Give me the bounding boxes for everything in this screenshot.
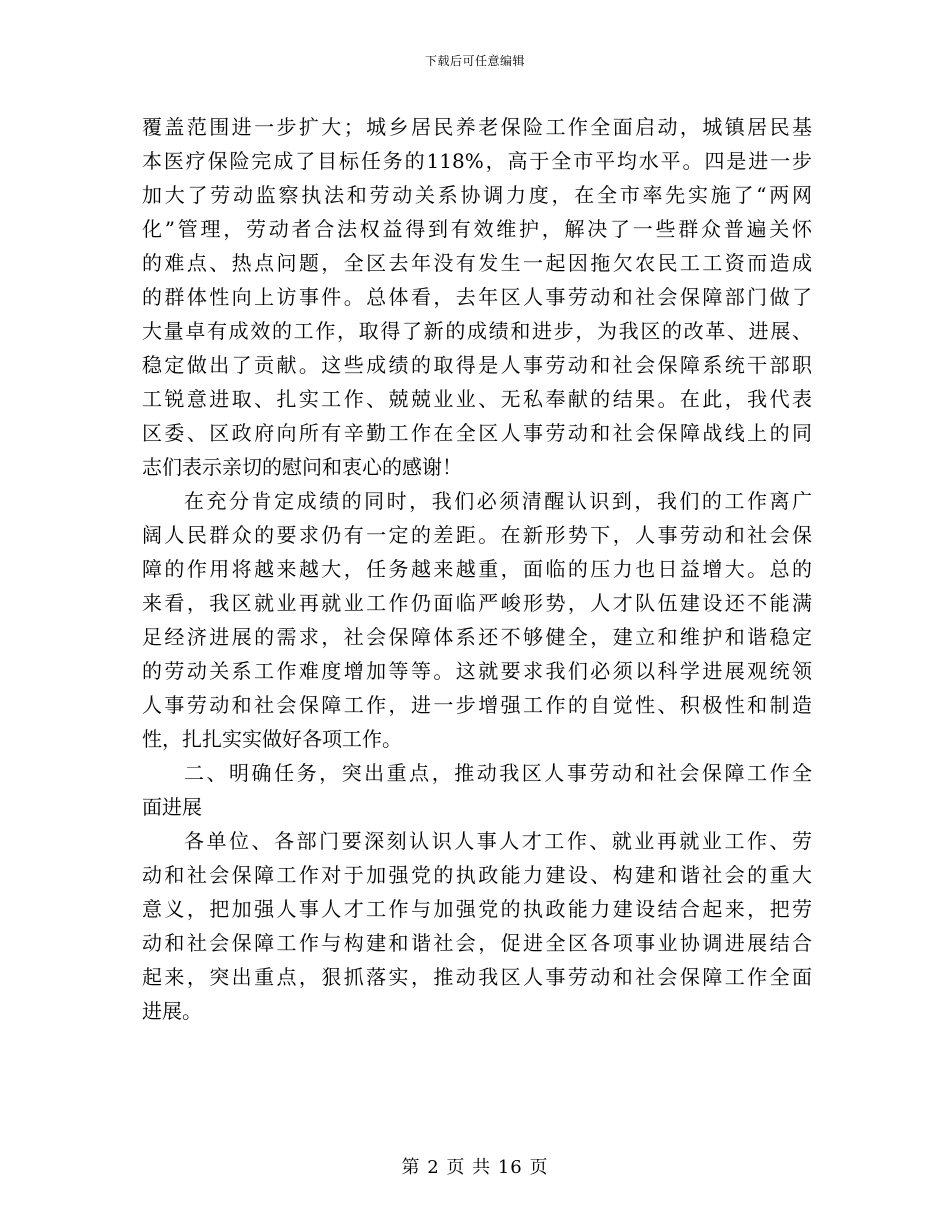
page-footer: 第 2 页 共 16 页	[401, 1157, 549, 1178]
body-text-line: 动和社会保障工作对于加强党的执政能力建设、构建和谐社会的重大	[142, 863, 812, 887]
body-text-line: 本医疗保险完成了目标任务的118%，高于全市平均水平。四是进一步	[142, 149, 812, 173]
body-text-line: 的劳动关系工作难度增加等等。这就要求我们必须以科学进展观统领	[142, 659, 812, 683]
document-body	[142, 110, 812, 1028]
body-text-line: 进展。	[142, 999, 202, 1023]
body-text-line: 的难点、热点问题，全区去年没有发生一起因拖欠农民工工资而造成	[142, 251, 812, 275]
body-text-line: 加大了劳动监察执法和劳动关系协调力度，在全市率先实施了“两网	[142, 183, 812, 207]
body-text-line: 志们表示亲切的慰问和衷心的感谢！	[142, 455, 462, 479]
body-text-line: 区委、区政府向所有辛勤工作在全区人事劳动和社会保障战线上的同	[142, 421, 812, 445]
body-text-line: 障的作用将越来越大，任务越来越重，面临的压力也日益增大。总的	[142, 557, 812, 581]
body-text-line: 足经济进展的需求，社会保障体系还不够健全，建立和维护和谐稳定	[142, 625, 812, 649]
body-text-line: 二、明确任务，突出重点，推动我区人事劳动和社会保障工作全	[184, 761, 812, 785]
body-text-line: 来看，我区就业再就业工作仍面临严峻形势，人才队伍建设还不能满	[142, 591, 812, 615]
body-text-line: 阔人民群众的要求仍有一定的差距。在新形势下，人事劳动和社会保	[142, 523, 812, 547]
body-text-line: 动和社会保障工作与构建和谐社会，促进全区各项事业协调进展结合	[142, 931, 812, 955]
body-text-line: 意义，把加强人事人才工作与加强党的执政能力建设结合起来，把劳	[142, 897, 812, 921]
body-text-line: 稳定做出了贡献。这些成绩的取得是人事劳动和社会保障系统干部职	[142, 353, 812, 377]
body-text-line: 性，扎扎实实做好各项工作。	[142, 727, 402, 751]
body-text-line: 覆盖范围进一步扩大；城乡居民养老保险工作全面启动，城镇居民基	[142, 115, 812, 139]
body-text-line: 工锐意进取、扎实工作、兢兢业业、无私奉献的结果。在此，我代表	[142, 387, 812, 411]
body-text-line: 人事劳动和社会保障工作，进一步增强工作的自觉性、积极性和制造	[142, 693, 812, 717]
body-text-line: 起来，突出重点，狠抓落实，推动我区人事劳动和社会保障工作全面	[142, 965, 812, 989]
body-text-line: 的群体性向上访事件。总体看，去年区人事劳动和社会保障部门做了	[142, 285, 812, 309]
body-text-line: 大量卓有成效的工作，取得了新的成绩和进步，为我区的改革、进展、	[142, 319, 812, 343]
body-text-line: 面进展	[142, 795, 202, 819]
body-text-line: 各单位、各部门要深刻认识人事人才工作、就业再就业工作、劳	[184, 829, 812, 853]
page-header: 下载后可任意编辑	[424, 54, 525, 68]
body-text-line: 化”管理，劳动者合法权益得到有效维护，解决了一些群众普遍关怀	[142, 217, 812, 241]
body-text-line: 在充分肯定成绩的同时，我们必须清醒认识到，我们的工作离广	[184, 489, 812, 513]
